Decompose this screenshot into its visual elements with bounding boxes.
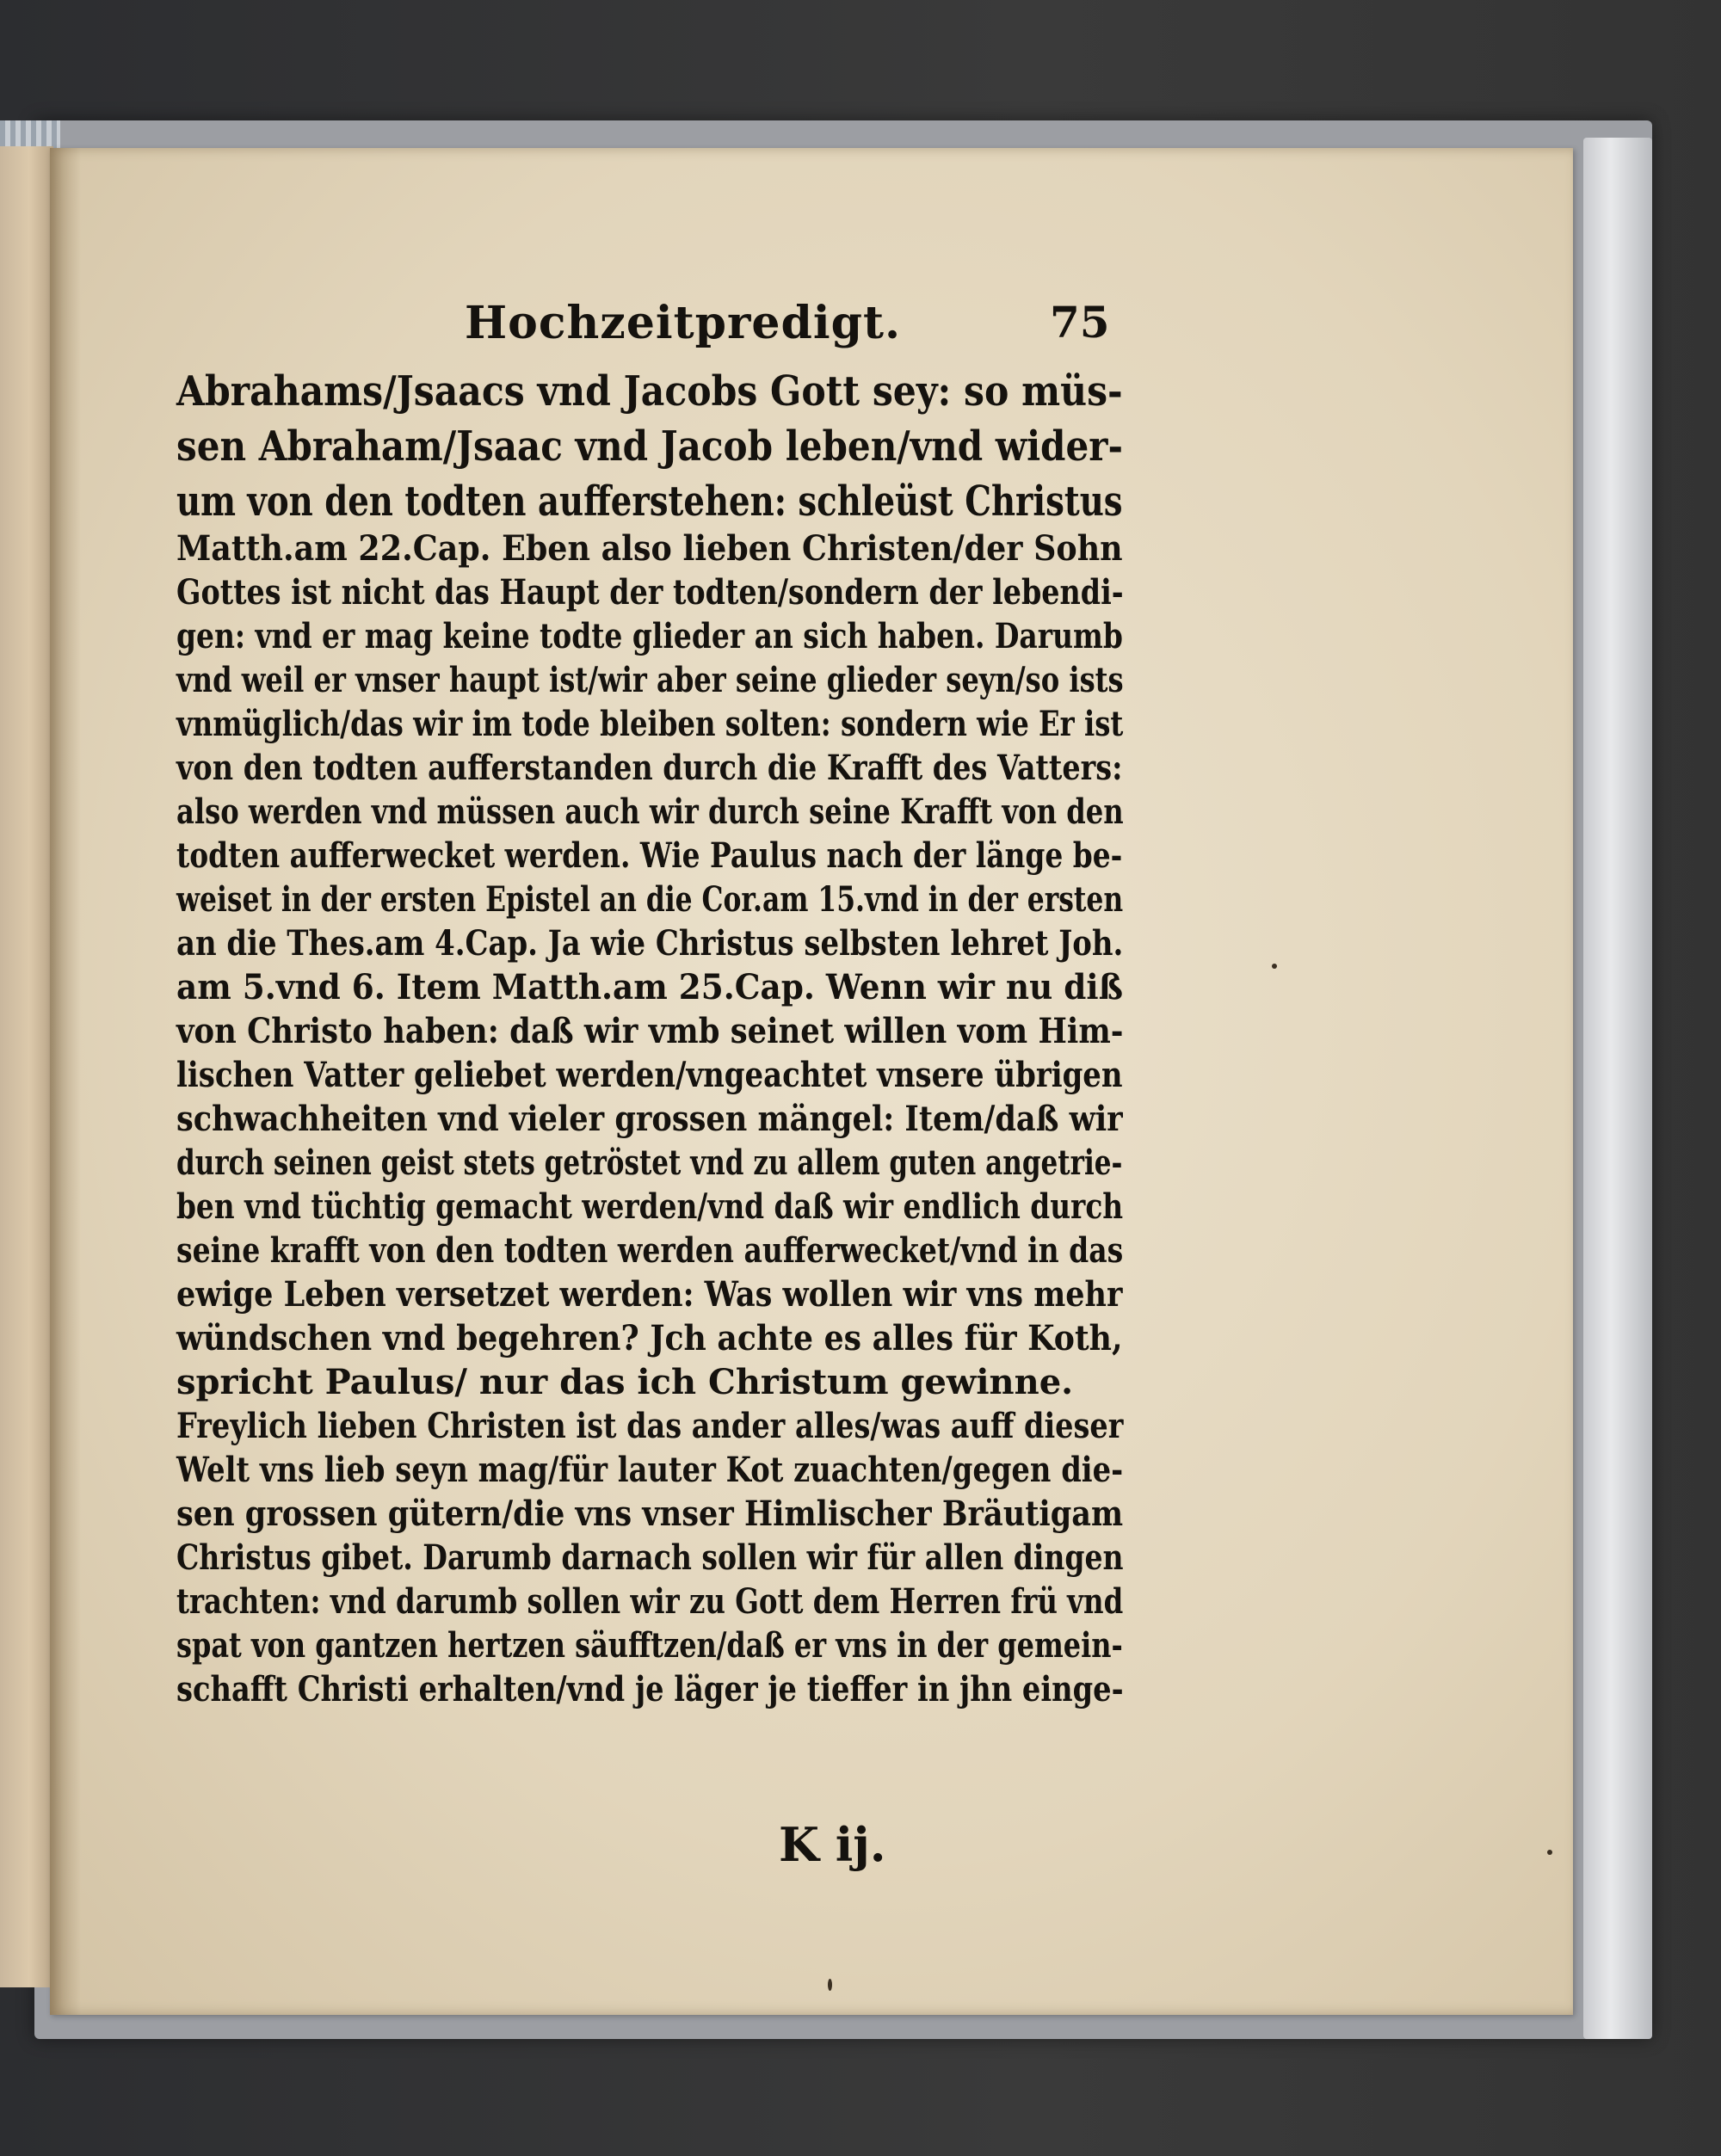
text-line: Welt vns lieb seyn mag/für lauter Kot zuachten/gegen die- xyxy=(176,1450,1124,1490)
text-line: am 5.vnd 6. Item Matth.am 25.Cap. Wenn wir nu diß xyxy=(176,967,1123,1007)
text-line: spat von gantzen hertzen säufftzen/daß er vns in der gemein- xyxy=(176,1625,1123,1666)
text-line: sen grossen gütern/die vns vnser Himlischer Bräutigam xyxy=(176,1494,1124,1534)
text-line: Gottes ist nicht das Haupt der todten/sondern der lebendi- xyxy=(176,572,1124,613)
text-line: Christus gibet. Darumb darnach sollen wir für allen dingen xyxy=(176,1537,1124,1578)
running-title: Hochzeitpredigt. xyxy=(465,297,902,349)
text-line: also werden vnd müssen auch wir durch seine Krafft von den xyxy=(176,792,1124,832)
text-line: trachten: vnd darumb sollen wir zu Gott dem Herren frü vnd xyxy=(176,1581,1124,1622)
text-line: vnd weil er vnser haupt ist/wir aber seine glieder seyn/so ists xyxy=(176,660,1124,700)
paper-speck xyxy=(828,1979,832,1991)
page-number: 75 xyxy=(1050,297,1110,348)
text-line: lischen Vatter geliebet werden/vngeachtet vnsere übrigen xyxy=(176,1055,1123,1095)
text-line: von den todten aufferstanden durch die Krafft des Vatters: xyxy=(176,748,1123,788)
body-text xyxy=(176,367,1132,1709)
text-line: ewige Leben versetzet werden: Was wollen wir vns mehr xyxy=(176,1274,1123,1315)
paper-speck xyxy=(1272,964,1277,969)
text-line: vnmüglich/das wir im tode bleiben solten: sondern wie Er ist xyxy=(176,704,1124,744)
paper-speck xyxy=(1547,1850,1552,1855)
page-gutter-shadow xyxy=(50,148,81,2015)
text-line: durch seinen geist stets getröstet vnd zu allem guten angetrie- xyxy=(176,1143,1123,1183)
text-line: schwachheiten vnd vieler grossen mängel: Item/daß wir xyxy=(176,1099,1123,1139)
text-line: von Christo haben: daß wir vmb seinet willen vom Him- xyxy=(176,1011,1124,1051)
text-line: gen: vnd er mag keine todte glieder an sich haben. Darumb xyxy=(176,616,1123,656)
text-line: todten aufferwecket werden. Wie Paulus nach der länge be- xyxy=(176,835,1123,876)
text-line: seine krafft von den todten werden aufferwecket/vnd in das xyxy=(176,1230,1124,1271)
text-line: Matth.am 22.Cap. Eben also lieben Christen/der Sohn xyxy=(176,528,1123,569)
text-line: weiset in der ersten Epistel an die Cor.am 15.vnd in der ersten xyxy=(176,879,1124,920)
text-line: Freylich lieben Christen ist das ander alles/was auff dieser xyxy=(176,1406,1124,1446)
previous-page-edge xyxy=(0,146,53,1987)
text-line: spricht Paulus/ nur das ich Christum gewinne. xyxy=(176,1362,1074,1402)
text-line: Abrahams/Jsaacs vnd Jacobs Gott sey: so müs- xyxy=(176,367,1123,416)
text-line: sen Abraham/Jsaac vnd Jacob leben/vnd wider- xyxy=(176,422,1123,471)
signature-mark: K ij. xyxy=(779,1817,886,1872)
page-header xyxy=(176,297,1132,357)
text-line: ben vnd tüchtig gemacht werden/vnd daß wir endlich durch xyxy=(176,1186,1124,1227)
text-line: wündschen vnd begehren? Jch achte es alles für Koth, xyxy=(176,1318,1123,1358)
book-edge xyxy=(1583,138,1652,2039)
text-line: an die Thes.am 4.Cap. Ja wie Christus selbsten lehret Joh. xyxy=(176,923,1124,964)
page-text-block xyxy=(176,297,1132,1707)
text-line: um von den todten aufferstehen: schleüst Christus xyxy=(176,477,1123,526)
text-line: schafft Christi erhalten/vnd je läger je tieffer in jhn einge- xyxy=(176,1669,1124,1709)
